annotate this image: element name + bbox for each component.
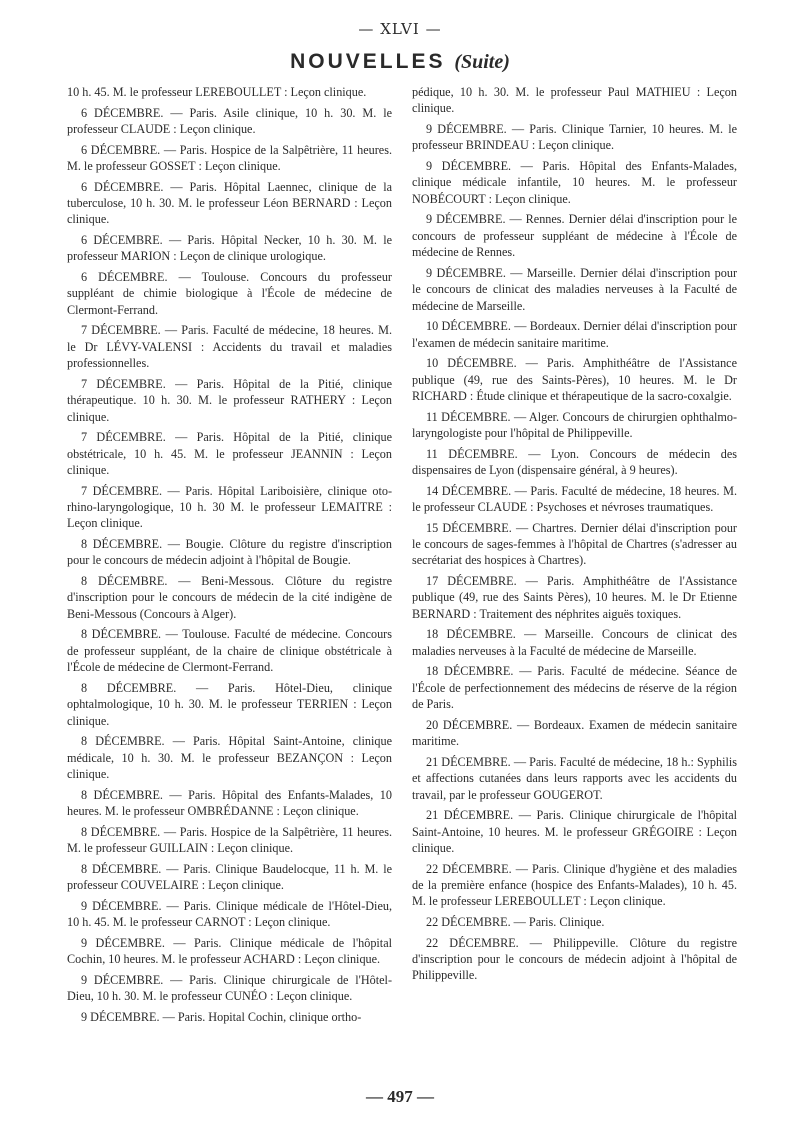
news-entry: 7 DÉCEMBRE. — Paris. Hôpital de la Pitié, clinique thérapeutique. 10 h. 30. M. le professeur RATHERY : Leçon clinique. [67,376,392,424]
news-entry: 10 h. 45. M. le professeur LEREBOULLET : Leçon clinique. [67,85,367,99]
news-entry: 15 DÉCEMBRE. — Chartres. Dernier délai d'inscription pour le concours de sages-femmes à l'hôpital de Chartres (s'adresser au secrétariat des hospices à Chartres). [412,520,737,568]
news-entry: 8 DÉCEMBRE. — Paris. Hôpital des Enfants-Malades, 10 heures. M. le professeur OMBRÉDANNE : Leçon clinique. [67,787,392,819]
news-entry: 8 DÉCEMBRE. — Paris. Clinique Baudelocque, 11 h. M. le professeur COUVELAIRE : Leçon clinique. [67,861,392,893]
news-entry: 9 DÉCEMBRE. — Paris. Hopital Cochin, clinique ortho- [81,1009,362,1024]
news-entry: pédique, 10 h. 30. M. le professeur Paul MATHIEU : Leçon clinique. [412,85,737,116]
news-entry: 10 DÉCEMBRE. — Paris. Amphithéâtre de l'Assistance publique (49, rue des Saints-Pères), 10 heures. M. le Dr RICHARD : Étude clinique et thérapeutique de la sacro-coxalgie. [412,356,737,404]
news-entry: 14 DÉCEMBRE. — Paris. Faculté de médecine, 18 heures. M. le professeur CLAUDE : Psychoses et névroses traumatiques. [412,483,737,515]
news-entry: 22 DÉCEMBRE. — Philippeville. Clôture du registre d'inscription pour le concours de médecin adjoint à l'hôpital de Philippeville. [412,935,737,983]
title-suite: (Suite) [454,51,510,73]
news-entry: 11 DÉCEMBRE. — Lyon. Concours de médecin des dispensaires de Lyon (dispensaire général, à 9 heures). [412,446,737,478]
news-entry: 21 DÉCEMBRE. — Paris. Clinique chirurgicale de l'hôpital Saint-Antoine, 10 heures. M. le professeur GRÉGOIRE : Leçon clinique. [412,808,737,856]
news-entry: 8 DÉCEMBRE. — Paris. Hospice de la Salpêtrière, 11 heures. M. le professeur GUILLAIN : Leçon clinique. [67,824,392,856]
news-entry: 6 DÉCEMBRE. — Paris. Asile clinique, 10 h. 30. M. le professeur CLAUDE : Leçon clinique. [67,105,392,136]
news-entry: 8 DÉCEMBRE. — Bougie. Clôture du registre d'inscription pour le concours de médecin adjoint à l'hôpital de Bougie. [67,537,392,568]
news-entry: 7 DÉCEMBRE. — Paris. Hôpital Lariboisière, clinique oto-rhino-laryngologique, 10 h. 30 M. le professeur LEMAITRE : Leçon clinique. [67,483,392,531]
page-title [0,50,800,74]
news-entry: 9 DÉCEMBRE. — Paris. Clinique médicale de l'Hôtel-Dieu, 10 h. 45. M. le professeur CARNOT : Leçon clinique. [67,898,392,930]
news-entry: 11 DÉCEMBRE. — Alger. Concours de chirurgien ophthalmo-laryngologiste pour l'hôpital de Philippeville. [412,409,737,441]
news-entry: 9 DÉCEMBRE. — Paris. Clinique médicale de l'hôpital Cochin, 10 heures. M. le professeur ACHARD : Leçon clinique. [67,935,392,967]
news-entry: 8 DÉCEMBRE. — Paris. Hôpital Saint-Antoine, clinique médicale, 10 h. 30. M. le professeur BEZANÇON : Leçon clinique. [67,734,392,782]
title-main: NOUVELLES [290,50,446,73]
news-entry: 18 DÉCEMBRE. — Paris. Faculté de médecine. Séance de l'École de perfectionnement des médecins de réserve de la région de Paris. [412,664,737,712]
news-entry: 6 DÉCEMBRE. — Paris. Hospice de la Salpêtrière, 11 heures. M. le professeur GOSSET : Leçon clinique. [67,142,392,173]
news-entry: 8 DÉCEMBRE. — Beni-Messous. Clôture du registre d'inscription pour le concours de médecin de la cité indigène de Beni-Messous (Concours à Alger). [67,574,392,621]
news-entry: 6 DÉCEMBRE. — Paris. Hôpital Necker, 10 h. 30. M. le professeur MARION : Leçon de clinique urologique. [67,233,392,264]
news-entry: 9 DÉCEMBRE. — Rennes. Dernier délai d'inscription pour le concours de professeur suppléant de médecine à l'École de médecine de Rennes. [412,212,737,260]
news-entry: 17 DÉCEMBRE. — Paris. Amphithéâtre de l'Assistance publique (49, rue des Saints Pères), 10 heures. M. le Dr Etienne BERNARD : Traitement des néphrites aiguës toxiques. [412,574,737,621]
news-entry: 6 DÉCEMBRE. — Paris. Hôpital Laennec, clinique de la tuberculose, 10 h. 30. M. le professeur Léon BERNARD : Leçon clinique. [67,179,392,227]
news-entry: 22 DÉCEMBRE. — Paris. Clinique. [426,915,605,930]
news-entry: 10 DÉCEMBRE. — Bordeaux. Dernier délai d'inscription pour l'examen de médecin sanitaire maritime. [412,319,737,350]
right-column [412,84,737,988]
news-entry: 8 DÉCEMBRE. — Paris. Hôtel-Dieu, clinique ophtalmologique, 10 h. 30. M. le professeur TERRIEN : Leçon clinique. [67,680,392,728]
news-entry: 9 DÉCEMBRE. — Paris. Hôpital des Enfants-Malades, clinique médicale infantile, 10 heures. M. le professeur NOBÉCOURT : Leçon clinique. [412,159,737,206]
news-entry: 18 DÉCEMBRE. — Marseille. Concours de clinicat des maladies nerveuses à la Faculté de médecine de Marseille. [412,627,737,658]
news-entry: 7 DÉCEMBRE. — Paris. Hôpital de la Pitié, clinique obstétricale, 10 h. 45. M. le professeur JEANNIN : Leçon clinique. [67,430,392,478]
news-entry: 22 DÉCEMBRE. — Paris. Clinique d'hygiène et des maladies de la première enfance (hospice des Enfants-Malades), 10 h. 45. M. le professeur LEREBOULLET : Leçon clinique. [412,861,737,909]
news-entry: 9 DÉCEMBRE. — Paris. Clinique Tarnier, 10 heures. M. le professeur BRINDEAU : Leçon clinique. [412,122,737,153]
news-entry: 9 DÉCEMBRE. — Marseille. Dernier délai d'inscription pour le concours de clinicat des maladies nerveuses à la Faculté de médecine de Marseille. [412,265,737,313]
news-entry: 6 DÉCEMBRE. — Toulouse. Concours du professeur suppléant de chimie biologique à l'École de médecine de Clermont-Ferrand. [67,270,392,317]
left-column [67,84,392,1029]
page-header-roman: — XLVI — [358,20,442,38]
news-entry: 8 DÉCEMBRE. — Toulouse. Faculté de médecine. Concours de professeur suppléant, de la chaire de clinique obstétricale à l'École de médecine de Clermont-Ferrand. [67,627,392,675]
news-entry: 9 DÉCEMBRE. — Paris. Clinique chirurgicale de l'Hôtel-Dieu, 10 h. 30. M. le professeur CUNÉO : Leçon clinique. [67,972,392,1004]
news-entry: 7 DÉCEMBRE. — Paris. Faculté de médecine, 18 heures. M. le Dr LÉVY-VALENSI : Accidents du travail et maladies professionnelles. [67,323,392,371]
page-number: — 497 — [366,1087,434,1106]
news-entry: 20 DÉCEMBRE. — Bordeaux. Examen de médecin sanitaire maritime. [412,717,737,749]
news-entry: 21 DÉCEMBRE. — Paris. Faculté de médecine, 18 h.: Syphilis et affections cutanées dans leurs rapports avec les accidents du travail, par le professeur GOUGEROT. [412,754,737,802]
